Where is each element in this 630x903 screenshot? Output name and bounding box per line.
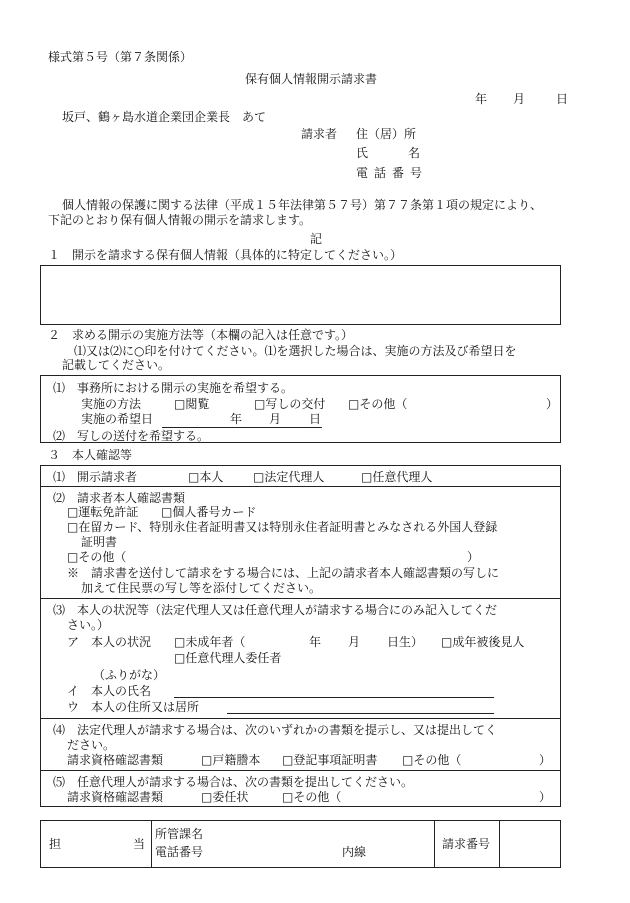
voluntary-agent-checkbox[interactable]: □任意代理人 <box>361 470 433 484</box>
voluntary-agent-docs-heading: ⑸ 任意代理人が請求する場合は、次の書類を提出してください。 <box>53 775 414 789</box>
intro-line-2: 下記のとおり保有個人情報の開示を請求します。 <box>48 213 312 227</box>
office-phone-label: 電話番号 <box>155 845 204 859</box>
method-view-checkbox[interactable]: □閲覧 <box>174 397 210 411</box>
tanto-label-char2: 当 <box>133 837 146 851</box>
address-label: 住（居）所 <box>356 127 417 141</box>
date-day-label: 日 <box>556 92 569 106</box>
voluntary-other-close: ） <box>539 790 552 804</box>
legal-other-close: ） <box>539 753 552 767</box>
legal-agent-docs-heading-2: ださい。 <box>67 738 116 752</box>
desired-date-underline[interactable] <box>162 427 322 428</box>
phone-label: 電話番号 <box>356 166 429 180</box>
principal-address-field[interactable] <box>227 713 494 714</box>
requester-label: 請求者 <box>301 127 338 141</box>
legal-agent-checkbox[interactable]: □法定代理人 <box>253 470 325 484</box>
requester-type-label: ⑴ 開示請求者 <box>53 470 138 484</box>
section2-heading: ２ 求める開示の実施方法等（本欄の記入は任意です。） <box>48 328 354 342</box>
tanto-label-char1: 担 <box>49 837 62 851</box>
id-other-checkbox[interactable]: □その他（ <box>67 550 127 564</box>
divider <box>41 598 560 599</box>
intro-line-1: 個人情報の保護に関する法律（平成１５年法律第５７号）第７７条第１項の規定により、 <box>62 198 543 212</box>
minor-year-label: 年 <box>309 635 322 649</box>
legal-other-checkbox[interactable]: □その他（ <box>402 753 462 767</box>
request-number-label: 請求番号 <box>442 837 491 851</box>
name-label-char1: 氏 <box>356 146 369 160</box>
residence-card-checkbox[interactable]: □在留カード、特別永住者証明書又は特別永住者証明書とみなされる外国人登録 <box>67 520 498 534</box>
self-checkbox[interactable]: □本人 <box>188 470 224 484</box>
form-title: 保有個人情報開示請求書 <box>245 72 378 86</box>
section2-note-2: 記載してください。 <box>62 358 171 372</box>
option-mail-copy[interactable]: ⑵ 写しの送付を希望する。 <box>53 429 210 443</box>
legal-agent-docs-heading-1: ⑷ 法定代理人が請求する場合は、次のいずれかの書類を提示し、又は提出してく <box>53 723 498 737</box>
voluntary-other-checkbox[interactable]: □その他（ <box>282 790 342 804</box>
section1-heading: １ 開示を請求する保有個人情報（具体的に特定してください。） <box>48 248 403 262</box>
mynumber-card-checkbox[interactable]: □個人番号カード <box>161 505 257 519</box>
furigana-label: （ふりがな） <box>93 668 166 682</box>
minor-born-label: 日生） <box>387 635 424 649</box>
desired-year-label: 年 <box>230 412 243 426</box>
option-office-view[interactable]: ⑴ 事務所における開示の実施を希望する。 <box>53 381 294 395</box>
extension-label: 内線 <box>342 845 367 859</box>
desired-date-label: 実施の希望日 <box>81 412 154 426</box>
desired-month-label: 月 <box>269 412 282 426</box>
divider <box>151 821 152 867</box>
minor-month-label: 月 <box>348 635 361 649</box>
voluntary-principal-checkbox[interactable]: □任意代理人委任者 <box>174 651 282 665</box>
date-month-label: 月 <box>513 92 526 106</box>
identity-box <box>40 465 561 807</box>
id-note-line2: 加えて住民票の写し等を添付してください。 <box>81 581 322 595</box>
id-note-line1: ※ 請求書を送付して請求をする場合には、上記の請求者本人確認書類の写しに <box>67 566 500 580</box>
id-other-close: ） <box>467 550 480 564</box>
minor-checkbox[interactable]: □未成年者（ <box>174 635 246 649</box>
legal-agent-docs-label: 請求資格確認書類 <box>67 753 164 767</box>
principal-address-label: ウ 本人の住所又は居所 <box>67 700 200 714</box>
section3-heading: ３ 本人確認等 <box>48 448 133 462</box>
office-use-table <box>40 820 561 868</box>
principal-status-heading-1: ⑶ 本人の状況等（法定代理人又は任意代理人が請求する場合にのみ記入してくだ <box>53 603 498 617</box>
principal-status-label: ア 本人の状況 <box>67 635 152 649</box>
delivery-method-box <box>40 375 561 443</box>
date-year-label: 年 <box>475 92 488 106</box>
form-number: 様式第５号（第７条関係） <box>48 50 193 64</box>
residence-card-line2: 証明書 <box>81 535 118 549</box>
principal-name-label: イ 本人の氏名 <box>67 684 152 698</box>
request-number-field[interactable] <box>501 821 559 867</box>
koseki-checkbox[interactable]: □戸籍謄本 <box>201 753 261 767</box>
proxy-letter-checkbox[interactable]: □委任状 <box>201 790 249 804</box>
divider <box>41 770 560 771</box>
voluntary-agent-docs-label: 請求資格確認書類 <box>67 790 164 804</box>
method-other-checkbox[interactable]: □その他（ <box>348 397 408 411</box>
id-doc-label: ⑵ 請求者本人確認書類 <box>53 491 186 505</box>
principal-name-field[interactable] <box>174 697 494 698</box>
section-name-label: 所管課名 <box>155 827 204 841</box>
addressee: 坂戸、鶴ヶ島水道企業団企業長 あて <box>62 110 267 124</box>
ki-label: 記 <box>310 232 323 246</box>
desired-day-label: 日 <box>309 412 322 426</box>
name-label-char2: 名 <box>408 146 421 160</box>
method-label: 実施の方法 <box>81 397 142 411</box>
divider <box>41 718 560 719</box>
section2-note-1: ⑴又は⑵に○印を付けてください。⑴を選択した場合は、実施の方法及び希望日を <box>74 344 517 358</box>
divider <box>41 486 560 487</box>
drivers-license-checkbox[interactable]: □運転免許証 <box>67 505 139 519</box>
method-copy-checkbox[interactable]: □写しの交付 <box>254 397 326 411</box>
requested-info-field[interactable] <box>40 265 561 325</box>
divider <box>499 821 500 867</box>
divider <box>434 821 435 867</box>
principal-status-heading-2: さい。） <box>67 618 110 632</box>
method-other-close: ） <box>546 397 559 411</box>
adult-guardian-checkbox[interactable]: □成年被後見人 <box>441 635 525 649</box>
registry-cert-checkbox[interactable]: □登記事項証明書 <box>282 753 378 767</box>
